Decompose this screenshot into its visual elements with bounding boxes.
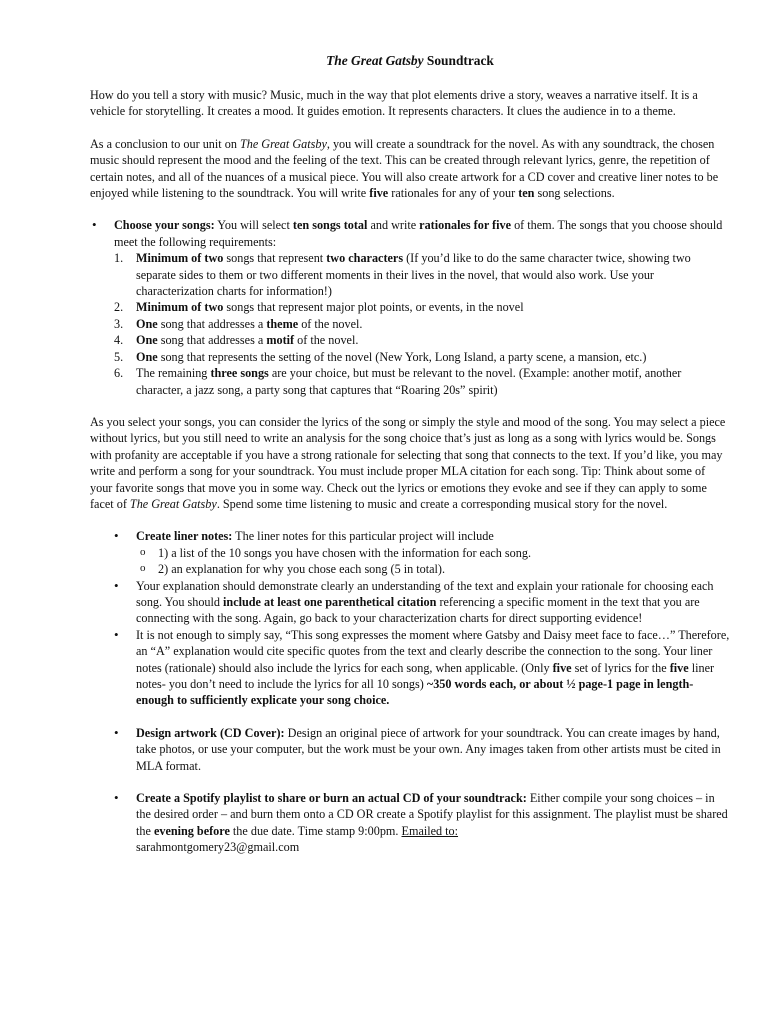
intro-paragraph: How do you tell a story with music? Music, much in the way that plot elements drive a story, weaves a narrative itself. It is a vehicle for storytelling. It creates a mood. It guides emotion. It represents characters. It clues the audience in to a theme. — [90, 88, 698, 119]
playlist-lead: Create a Spotify playlist to share or burn an actual CD of your soundtrack: — [136, 791, 527, 806]
document-title — [90, 52, 730, 70]
requirement-bold: Minimum of two — [136, 251, 224, 266]
choose-text-a: You will select — [214, 218, 293, 233]
requirement-item — [114, 299, 730, 315]
requirement-number: 2. — [114, 300, 124, 315]
requirement-number: 6. — [114, 366, 124, 381]
conclusion-bold-ten: ten — [518, 186, 535, 201]
select-text-b: . Spend some time listening to music and create a corresponding musical story for the novel. — [216, 496, 668, 511]
conclusion-text-d: song selections. — [534, 186, 615, 201]
choose-bold-2: rationales for five — [419, 218, 512, 233]
not-enough-item — [112, 627, 730, 709]
requirement-bold: One — [136, 333, 158, 348]
not-enough-bold-1: five — [552, 660, 572, 675]
requirement-bold-2: three songs — [210, 366, 269, 381]
requirement-text-b: of the novel. — [298, 316, 363, 331]
select-text-a: As you select your songs, you can consider the lyrics of the song or simply the style and mood of the song. You may select a piece without lyrics, but you still need to write an analysis for the song choice that’s just as long as a song with lyrics would be. Songs with profanity are acceptable if you have a strong rationale for selecting that song that connects to the text. If you’d like, you may write and perform a song for your soundtrack. You must include proper MLA citation for each song. Tip: Think about some of your favorite songs that move you in some way. Check out the lyrics or emotions they evoke and see if they can apply to some facet of — [90, 414, 726, 511]
playlist-bold: evening before — [153, 823, 230, 838]
requirement-text-b: of the novel. — [294, 333, 359, 348]
choose-text-b: and write — [367, 218, 420, 233]
playlist-text-a: Either compile your song choices – in the desired order – and burn them onto a CD OR create a Spotify playlist for this assignment. The playlist must be shared the — [136, 791, 728, 838]
requirement-bold: Minimum of two — [136, 300, 224, 315]
not-enough-bold-3: ~350 words each, or about ½ page-1 page in length- enough to sufficiently explicate your song choice. — [136, 677, 694, 708]
artwork-text: Design an original piece of artwork for your soundtrack. You can create images by hand, take photos, or use your computer, but the work must be your own. Any images taken from other artists must be cited in MLA format. — [136, 725, 721, 773]
playlist-text-b: the due date. Time stamp 9:00pm. — [229, 823, 402, 838]
explanation-text-a: Your explanation should demonstrate clearly an understanding of the text and explain your rationale for choosing each song. You should — [136, 578, 714, 609]
explanation-text-b: referencing a specific moment in the text that you are connecting with the song. Again, go back to your characterization charts for direct supporting evidence! — [136, 594, 700, 626]
artwork-item — [112, 725, 730, 774]
requirement-item — [114, 365, 730, 398]
playlist-emailed-to: Emailed to: — [401, 823, 459, 838]
playlist-item — [112, 790, 730, 856]
conclusion-text-c: rationales for any of your — [388, 186, 519, 201]
not-enough-bold-2: five — [669, 660, 689, 675]
liner-sub-list — [136, 545, 730, 578]
requirement-number: 5. — [114, 349, 124, 364]
liner-text-a: The liner notes for this particular project will include — [232, 529, 494, 544]
liner-notes-list — [112, 528, 730, 708]
explanation-item — [112, 578, 730, 627]
conclusion-italic: The Great Gatsby — [239, 136, 327, 151]
requirement-number: 1. — [114, 251, 124, 266]
artwork-list — [112, 725, 730, 774]
title-rest: Soundtrack — [423, 53, 494, 68]
requirement-item — [114, 349, 730, 365]
requirements-section — [112, 528, 730, 855]
liner-notes-item — [112, 528, 730, 577]
conclusion-paragraph — [90, 136, 730, 202]
explanation-bold: include at least one parenthetical citation — [223, 594, 437, 609]
requirement-bold: One — [136, 316, 158, 331]
playlist-list — [112, 790, 730, 856]
requirement-item — [114, 332, 730, 348]
choose-songs-list — [90, 217, 730, 397]
playlist-email: sarahmontgomery23@gmail.com — [136, 840, 300, 855]
conclusion-text-b: , you will create a soundtrack for the novel. As with any soundtrack, the chosen music should represent the mood and the feeling of the text. This can be created through relevant lyrics, genre, the repetition of certain notes, and all of the nuances of a musical piece. You will also create artwork for a CD cover and creative liner notes to be enjoyed while listening to the soundtrack. You will write — [90, 136, 719, 201]
artwork-lead: Design artwork (CD Cover): — [136, 725, 285, 740]
requirements-list — [114, 250, 730, 398]
requirement-text-b: are your choice, but must be relevant to the novel. (Example: another motif, another character, a jazz song, a party song that captures that “Roaring 20s” spirit) — [136, 366, 682, 397]
requirement-bold-2: theme — [266, 316, 299, 331]
liner-sub-item: o 1) a list of the 10 songs you have chosen with the information for each song. — [136, 545, 730, 561]
requirement-text-a: The remaining — [136, 366, 211, 381]
not-enough-text-a: It is not enough to simply say, “This song expresses the moment where Gatsby and Daisy meet face to face…” Therefore, an “A” explanation would cite specific quotes from the text and clearly describe the connection to the song. Your liner notes (rationale) should also include the lyrics for each song, when applicable. (Only — [136, 627, 730, 675]
requirement-text-a: songs that represent major plot points, or events, in the novel — [223, 300, 524, 315]
requirement-bold-2: motif — [266, 333, 295, 348]
requirement-item — [114, 250, 730, 299]
requirement-text-a: songs that represent — [223, 251, 327, 266]
requirement-text-a: song that addresses a — [157, 333, 267, 348]
requirement-number: 3. — [114, 316, 124, 331]
conclusion-text-a: As a conclusion to our unit on — [90, 136, 240, 151]
select-italic: The Great Gatsby — [129, 496, 217, 511]
requirement-text-b: (If you’d like to do the same character twice, showing two separate sides to them or two different moments in their lives in the novel, that would also work. Use your characterization charts for information!) — [136, 251, 691, 299]
select-songs-paragraph — [90, 414, 730, 512]
liner-lead: Create liner notes: — [136, 529, 233, 544]
choose-bold-1: ten songs total — [292, 218, 368, 233]
requirement-number: 4. — [114, 333, 124, 348]
requirement-item — [114, 316, 730, 332]
requirement-bold: One — [136, 349, 158, 364]
liner-sub-item: o 2) an explanation for why you chose each song (5 in total). — [136, 561, 730, 577]
not-enough-text-c: liner notes- you don’t need to include the lyrics for all 10 songs) — [136, 660, 715, 691]
requirement-text-a: song that represents the setting of the novel (New York, Long Island, a party scene, a mansion, etc.) — [157, 349, 647, 364]
choose-text-c: of them. The songs that you choose should meet the following requirements: — [114, 218, 723, 249]
requirement-bold-2: two characters — [326, 251, 404, 266]
not-enough-text-b: set of lyrics for the — [571, 660, 670, 675]
document-page — [90, 52, 730, 856]
choose-songs-item — [90, 217, 730, 397]
title-italic: The Great Gatsby — [326, 53, 424, 68]
conclusion-bold-five: five — [369, 186, 389, 201]
choose-lead: Choose your songs: — [114, 218, 215, 233]
requirement-text-a: song that addresses a — [157, 316, 267, 331]
